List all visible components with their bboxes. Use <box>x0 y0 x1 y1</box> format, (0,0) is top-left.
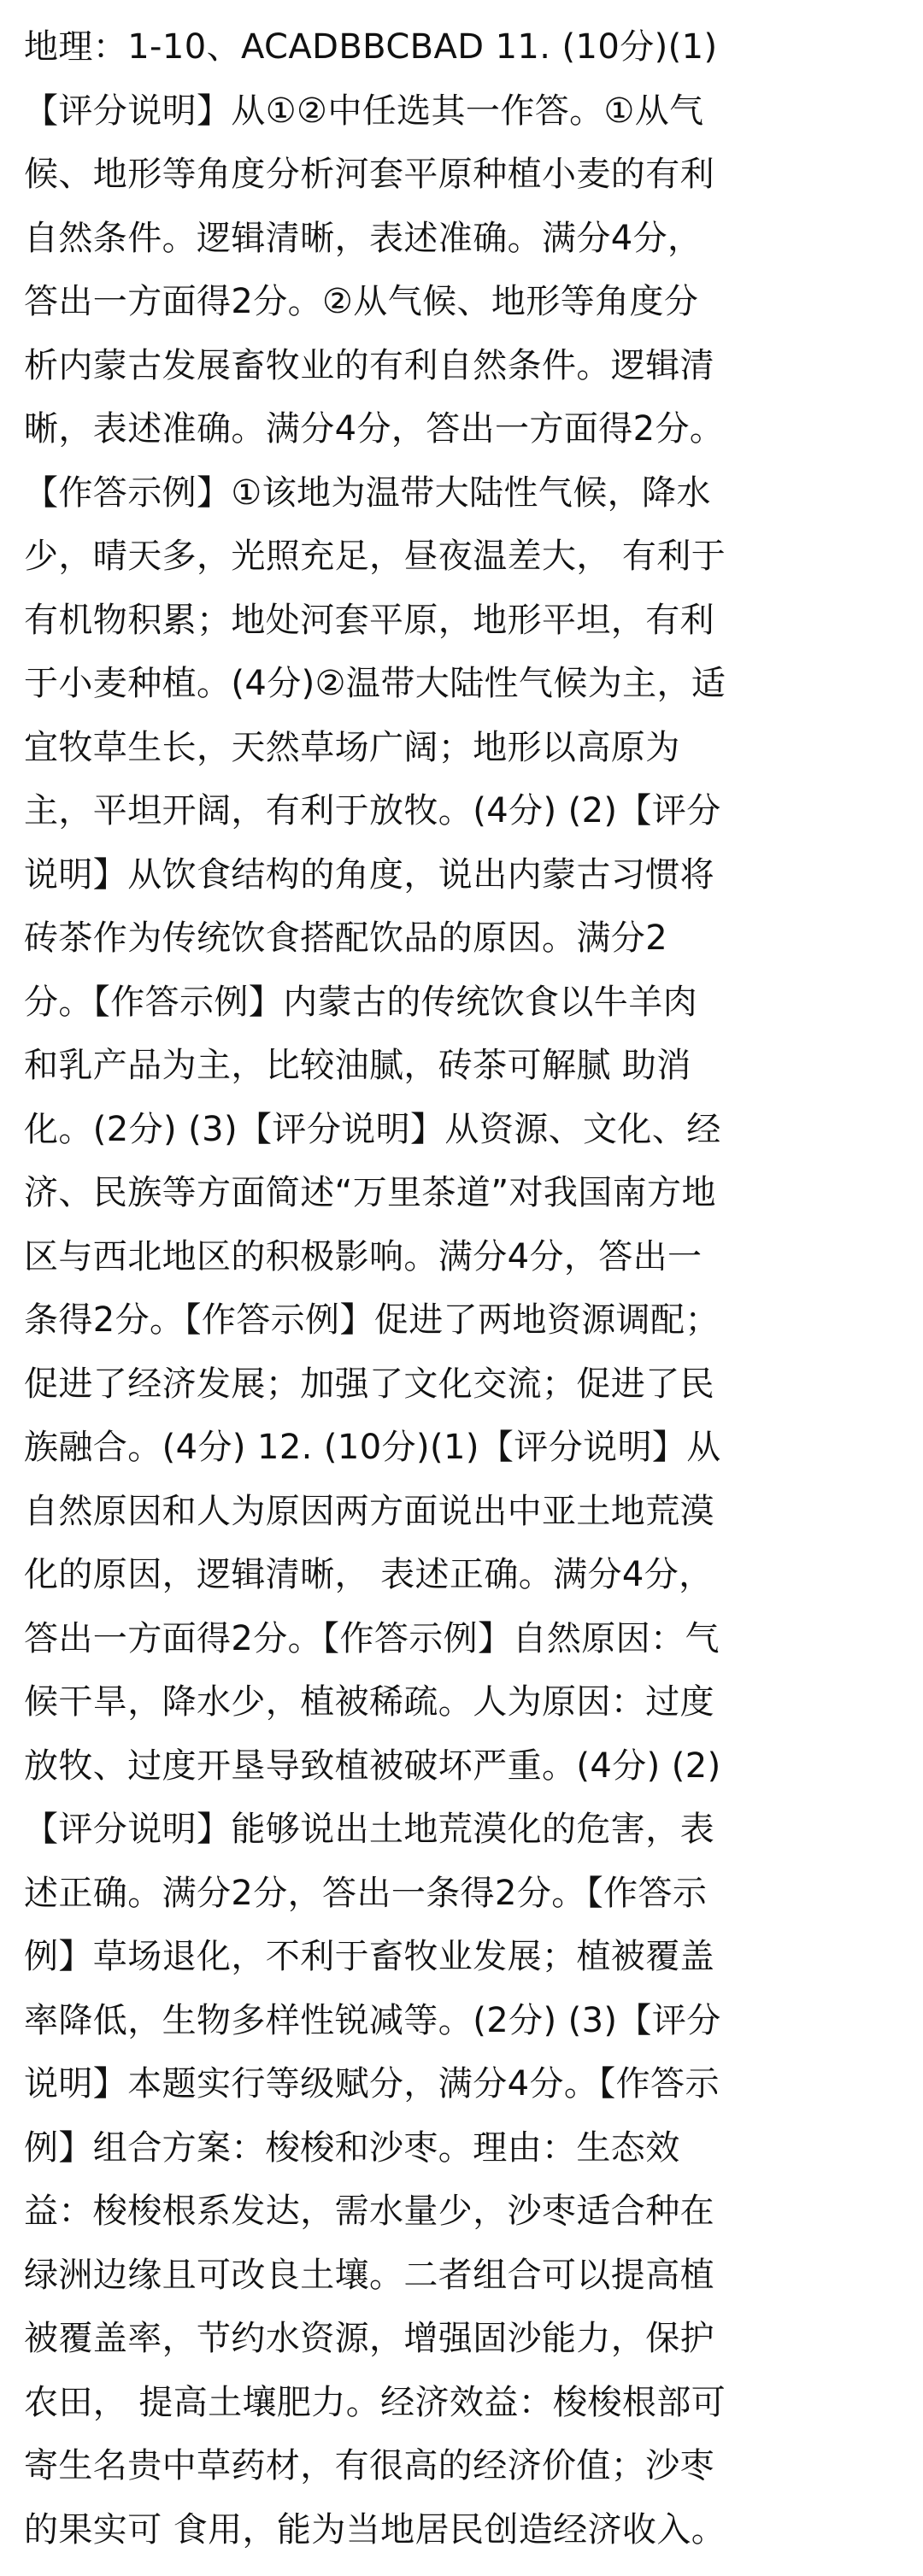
text-line: 例】草场退化，不利于畜牧业发展；植被覆盖 <box>24 1937 714 1976</box>
text-line: 说明】本题实行等级赋分，满分4分。【作答示 <box>24 2064 720 2104</box>
text-line: 益：梭梭根系发达，需水量少，沙枣适合种在 <box>24 2192 714 2231</box>
text-line: 区与西北地区的积极影响。满分4分，答出一 <box>24 1236 703 1276</box>
text-line: 分。【作答示例】内蒙古的传统饮食以牛羊肉 <box>24 982 697 1022</box>
text-line: 述正确。满分2分，答出一条得2分。【作答示 <box>24 1873 708 1913</box>
text-line: 砖茶作为传统饮食搭配饮品的原因。满分2 <box>24 918 668 958</box>
text-line: 济、民族等方面简述“万里茶道”对我国南方地 <box>24 1173 716 1212</box>
answer-text-block <box>24 15 904 2561</box>
text-line: 自然条件。逻辑清晰，表述准确。满分4分， <box>24 218 703 258</box>
text-line: 答出一方面得2分。【作答示例】自然原因：气 <box>24 1618 720 1658</box>
text-line: 地理：1-10、ACADBBCBAD 11. (10分)(1) <box>24 27 718 67</box>
text-line: 析内蒙古发展畜牧业的有利自然条件。逻辑清 <box>24 345 714 385</box>
text-line: 条得2分。【作答示例】促进了两地资源调配； <box>24 1300 720 1340</box>
text-line: 说明】从饮食结构的角度，说出内蒙古习惯将 <box>24 854 714 895</box>
text-line: 的果实可 食用，能为当地居民创造经济收入。 <box>24 2509 726 2550</box>
text-line: 候、地形等角度分析河套平原种植小麦的有利 <box>24 155 714 194</box>
text-line: 自然原因和人为原因两方面说出中亚土地荒漠 <box>24 1491 714 1531</box>
text-line: 促进了经济发展；加强了文化交流；促进了民 <box>24 1364 714 1404</box>
text-line: 主，平坦开阔，有利于放牧。(4分) (2)【评分 <box>24 791 721 830</box>
text-line: 化的原因，逻辑清晰， 表述正确。满分4分， <box>24 1555 714 1594</box>
text-line: 【作答示例】①该地为温带大陆性气候，降水 <box>24 472 711 513</box>
text-line: 候干旱，降水少，植被稀疏。人为原因：过度 <box>24 1682 714 1722</box>
text-line: 例】组合方案：梭梭和沙枣。理由：生态效 <box>24 2127 680 2168</box>
text-line: 化。(2分) (3)【评分说明】从资源、文化、经 <box>24 1109 721 1149</box>
text-line: 有机物积累；地处河套平原，地形平坦，有利 <box>24 600 714 640</box>
text-line: 绿洲边缘且可改良土壤。二者组合可以提高植 <box>24 2255 714 2295</box>
text-line: 族融合。(4分) 12. (10分)(1)【评分说明】从 <box>24 1428 721 1467</box>
text-line: 少，晴天多，光照充足，昼夜温差大， 有利于 <box>24 537 726 576</box>
text-line: 于小麦种植。(4分)②温带大陆性气候为主，适 <box>24 664 726 703</box>
text-line: 【评分说明】从①②中任选其一作答。①从气 <box>24 91 704 131</box>
text-line: 寄生名贵中草药材，有很高的经济价值；沙枣 <box>24 2446 714 2485</box>
text-line: 晰，表述准确。满分4分，答出一方面得2分。 <box>24 409 725 449</box>
text-line: 放牧、过度开垦导致植被破坏严重。(4分) (2) <box>24 1746 721 1786</box>
text-line: 【评分说明】能够说出土地荒漠化的危害，表 <box>24 1810 714 1849</box>
text-line: 宜牧草生长，天然草场广阔；地形以高原为 <box>24 727 680 767</box>
text-line: 被覆盖率，节约水资源，增强固沙能力，保护 <box>24 2319 714 2358</box>
text-line: 率降低，生物多样性锐减等。(2分) (3)【评分 <box>24 2000 721 2040</box>
text-line: 农田， 提高土壤肥力。经济效益：梭梭根部可 <box>24 2382 726 2422</box>
text-line: 和乳产品为主，比较油腻，砖茶可解腻 助消 <box>24 1046 691 1085</box>
text-line: 答出一方面得2分。②从气候、地形等角度分 <box>24 282 699 321</box>
